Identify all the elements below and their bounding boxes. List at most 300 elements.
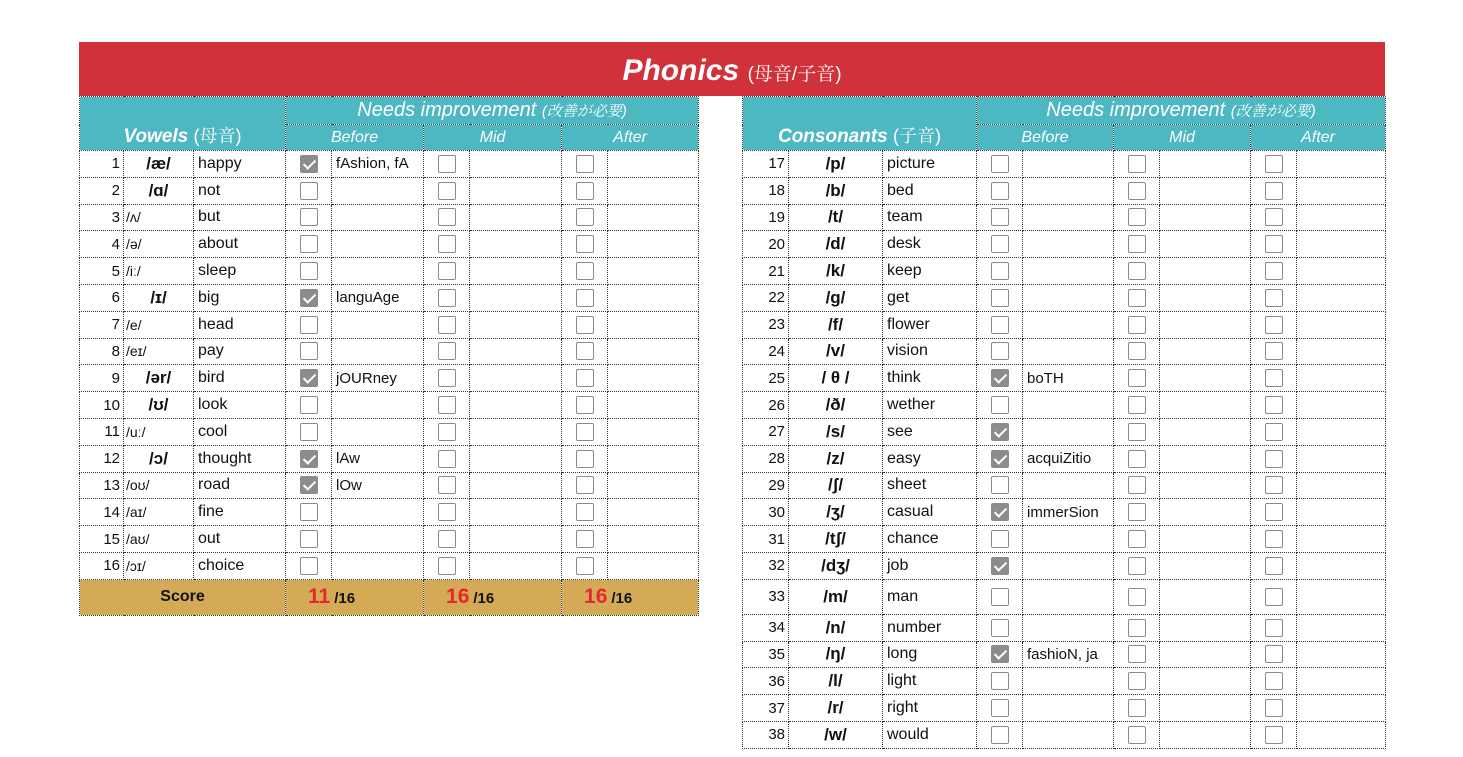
mid-cell xyxy=(1114,392,1160,419)
needs-label-jp: (改善が必要) xyxy=(1230,103,1316,120)
ipa-symbol: /l/ xyxy=(789,668,883,695)
example-word: head xyxy=(194,311,286,338)
after-checkbox[interactable] xyxy=(576,503,594,521)
mid-checkbox[interactable] xyxy=(438,155,456,173)
before-checkbox[interactable] xyxy=(991,476,1009,494)
mid-checkbox[interactable] xyxy=(438,476,456,494)
before-cell xyxy=(977,392,1023,419)
mid-cell xyxy=(424,499,470,526)
example-word: keep xyxy=(883,258,977,285)
mid-checkbox[interactable] xyxy=(1128,672,1146,690)
after-checkbox[interactable] xyxy=(1265,235,1283,253)
mid-checkbox[interactable] xyxy=(1128,476,1146,494)
table-row xyxy=(743,338,1386,365)
before-checkbox[interactable] xyxy=(991,503,1009,521)
after-checkbox[interactable] xyxy=(576,369,594,387)
ipa-symbol: /n/ xyxy=(789,614,883,641)
after-checkbox[interactable] xyxy=(576,423,594,441)
after-note xyxy=(608,418,699,445)
after-checkbox[interactable] xyxy=(1265,503,1283,521)
before-checkbox[interactable] xyxy=(300,369,318,387)
table-row xyxy=(80,526,699,553)
row-number: 12 xyxy=(80,445,124,472)
mid-checkbox[interactable] xyxy=(438,316,456,334)
after-checkbox[interactable] xyxy=(1265,450,1283,468)
before-note xyxy=(1023,721,1114,748)
mid-checkbox[interactable] xyxy=(1128,530,1146,548)
before-note: immerSion xyxy=(1023,499,1114,526)
row-number: 33 xyxy=(743,579,789,614)
before-checkbox[interactable] xyxy=(300,450,318,468)
after-checkbox[interactable] xyxy=(1265,396,1283,414)
mid-cell xyxy=(1114,311,1160,338)
mid-cell xyxy=(1114,499,1160,526)
mid-checkbox[interactable] xyxy=(438,208,456,226)
after-note xyxy=(608,472,699,499)
before-checkbox[interactable] xyxy=(991,699,1009,717)
mid-checkbox[interactable] xyxy=(1128,289,1146,307)
after-checkbox[interactable] xyxy=(576,476,594,494)
after-checkbox[interactable] xyxy=(1265,369,1283,387)
mid-note xyxy=(470,204,562,231)
example-word: desk xyxy=(883,231,977,258)
before-checkbox[interactable] xyxy=(991,672,1009,690)
example-word: sleep xyxy=(194,258,286,285)
row-number: 35 xyxy=(743,641,789,668)
after-note xyxy=(1297,614,1386,641)
table-row xyxy=(743,552,1386,579)
ipa-symbol: /s/ xyxy=(789,418,883,445)
after-note xyxy=(1297,338,1386,365)
mid-note xyxy=(470,365,562,392)
after-checkbox[interactable] xyxy=(1265,619,1283,637)
mid-note xyxy=(1160,472,1251,499)
before-note xyxy=(1023,311,1114,338)
mid-checkbox[interactable] xyxy=(1128,262,1146,280)
row-number: 15 xyxy=(80,526,124,553)
before-note xyxy=(332,231,424,258)
after-note xyxy=(1297,365,1386,392)
before-checkbox[interactable] xyxy=(991,369,1009,387)
example-word: fine xyxy=(194,499,286,526)
mid-note xyxy=(1160,668,1251,695)
after-cell xyxy=(562,311,608,338)
before-cell xyxy=(286,177,332,204)
mid-checkbox[interactable] xyxy=(438,423,456,441)
ipa-symbol: /ər/ xyxy=(124,365,194,392)
mid-checkbox[interactable] xyxy=(438,530,456,548)
after-checkbox[interactable] xyxy=(576,182,594,200)
before-checkbox[interactable] xyxy=(991,316,1009,334)
mid-checkbox[interactable] xyxy=(1128,699,1146,717)
table-row xyxy=(80,204,699,231)
mid-checkbox[interactable] xyxy=(438,503,456,521)
row-number: 20 xyxy=(743,231,789,258)
mid-checkbox[interactable] xyxy=(1128,182,1146,200)
mid-checkbox[interactable] xyxy=(1128,155,1146,173)
mid-cell xyxy=(1114,258,1160,285)
after-checkbox[interactable] xyxy=(1265,208,1283,226)
mid-note xyxy=(470,499,562,526)
row-number: 29 xyxy=(743,472,789,499)
mid-checkbox[interactable] xyxy=(438,342,456,360)
ipa-symbol: /ɔɪ/ xyxy=(124,552,194,579)
example-word: road xyxy=(194,472,286,499)
after-checkbox[interactable] xyxy=(576,316,594,334)
after-checkbox[interactable] xyxy=(576,155,594,173)
mid-cell xyxy=(1114,579,1160,614)
before-cell xyxy=(977,445,1023,472)
before-checkbox[interactable] xyxy=(300,503,318,521)
after-cell xyxy=(1251,177,1297,204)
before-checkbox[interactable] xyxy=(991,619,1009,637)
ipa-symbol: /g/ xyxy=(789,284,883,311)
after-checkbox[interactable] xyxy=(1265,588,1283,606)
mid-checkbox[interactable] xyxy=(1128,645,1146,663)
mid-cell xyxy=(424,472,470,499)
ipa-symbol: /æ/ xyxy=(124,151,194,178)
mid-checkbox[interactable] xyxy=(1128,423,1146,441)
mid-header: Mid xyxy=(424,125,562,151)
table-row xyxy=(743,418,1386,445)
mid-checkbox[interactable] xyxy=(438,450,456,468)
before-note xyxy=(332,392,424,419)
table-row xyxy=(743,284,1386,311)
before-cell xyxy=(286,526,332,553)
consonants-table xyxy=(742,96,1386,749)
before-checkbox[interactable] xyxy=(300,235,318,253)
before-header: Before xyxy=(286,125,424,151)
after-checkbox[interactable] xyxy=(576,289,594,307)
mid-checkbox[interactable] xyxy=(438,369,456,387)
mid-cell xyxy=(1114,284,1160,311)
table-row xyxy=(743,695,1386,722)
after-note xyxy=(608,177,699,204)
before-cell xyxy=(977,695,1023,722)
after-checkbox[interactable] xyxy=(1265,423,1283,441)
after-checkbox[interactable] xyxy=(1265,155,1283,173)
after-note xyxy=(1297,721,1386,748)
vowels-header xyxy=(80,97,286,151)
mid-checkbox[interactable] xyxy=(1128,726,1146,744)
table-row xyxy=(80,311,699,338)
after-note xyxy=(1297,695,1386,722)
before-note xyxy=(332,258,424,285)
mid-checkbox[interactable] xyxy=(1128,450,1146,468)
after-cell xyxy=(562,365,608,392)
mid-checkbox[interactable] xyxy=(1128,235,1146,253)
after-checkbox[interactable] xyxy=(576,396,594,414)
before-checkbox[interactable] xyxy=(991,208,1009,226)
after-cell xyxy=(1251,526,1297,553)
mid-note xyxy=(1160,365,1251,392)
after-checkbox[interactable] xyxy=(1265,672,1283,690)
after-checkbox[interactable] xyxy=(1265,342,1283,360)
table-row xyxy=(743,668,1386,695)
ipa-symbol: /p/ xyxy=(789,151,883,178)
mid-note xyxy=(1160,695,1251,722)
before-checkbox[interactable] xyxy=(991,450,1009,468)
after-checkbox[interactable] xyxy=(1265,182,1283,200)
before-note xyxy=(1023,579,1114,614)
table-row xyxy=(80,151,699,178)
row-number: 8 xyxy=(80,338,124,365)
after-cell xyxy=(562,418,608,445)
before-note xyxy=(1023,204,1114,231)
before-checkbox[interactable] xyxy=(991,726,1009,744)
mid-checkbox[interactable] xyxy=(1128,342,1146,360)
before-cell xyxy=(977,418,1023,445)
ipa-symbol: /dʒ/ xyxy=(789,552,883,579)
mid-checkbox[interactable] xyxy=(1128,557,1146,575)
mid-cell xyxy=(1114,552,1160,579)
row-number: 36 xyxy=(743,668,789,695)
before-checkbox[interactable] xyxy=(991,645,1009,663)
mid-cell xyxy=(1114,668,1160,695)
after-checkbox[interactable] xyxy=(1265,530,1283,548)
before-cell xyxy=(286,338,332,365)
after-note xyxy=(608,445,699,472)
score-row xyxy=(80,579,699,615)
table-row xyxy=(743,204,1386,231)
table-row xyxy=(743,231,1386,258)
before-cell xyxy=(977,499,1023,526)
mid-checkbox[interactable] xyxy=(438,262,456,280)
ipa-symbol: /ð/ xyxy=(789,392,883,419)
before-note xyxy=(332,526,424,553)
mid-checkbox[interactable] xyxy=(438,235,456,253)
before-note xyxy=(1023,338,1114,365)
before-cell xyxy=(286,472,332,499)
example-word: bird xyxy=(194,365,286,392)
after-header: After xyxy=(562,125,699,151)
table-row xyxy=(743,721,1386,748)
table-row xyxy=(743,445,1386,472)
after-cell xyxy=(1251,284,1297,311)
mid-checkbox[interactable] xyxy=(438,557,456,575)
before-note xyxy=(1023,472,1114,499)
after-note xyxy=(1297,472,1386,499)
after-cell xyxy=(1251,231,1297,258)
score-before xyxy=(286,579,424,615)
before-note xyxy=(1023,614,1114,641)
row-number: 18 xyxy=(743,177,789,204)
after-checkbox[interactable] xyxy=(576,530,594,548)
example-word: see xyxy=(883,418,977,445)
mid-note xyxy=(1160,392,1251,419)
after-checkbox[interactable] xyxy=(576,557,594,575)
after-checkbox[interactable] xyxy=(1265,699,1283,717)
before-checkbox[interactable] xyxy=(991,182,1009,200)
after-checkbox[interactable] xyxy=(1265,262,1283,280)
row-number: 38 xyxy=(743,721,789,748)
before-checkbox[interactable] xyxy=(300,557,318,575)
before-cell xyxy=(286,258,332,285)
example-word: thought xyxy=(194,445,286,472)
after-cell xyxy=(1251,445,1297,472)
ipa-symbol: /v/ xyxy=(789,338,883,365)
mid-note xyxy=(1160,204,1251,231)
needs-improvement-header xyxy=(977,97,1386,125)
ipa-symbol: /d/ xyxy=(789,231,883,258)
mid-note xyxy=(470,418,562,445)
after-cell xyxy=(1251,472,1297,499)
after-cell xyxy=(1251,258,1297,285)
row-number: 2 xyxy=(80,177,124,204)
mid-note xyxy=(1160,258,1251,285)
ipa-symbol: /ɪ/ xyxy=(124,284,194,311)
after-note xyxy=(1297,231,1386,258)
mid-checkbox[interactable] xyxy=(438,289,456,307)
vowels-title: Vowels xyxy=(123,126,189,147)
mid-checkbox[interactable] xyxy=(438,182,456,200)
before-note xyxy=(1023,177,1114,204)
before-checkbox[interactable] xyxy=(991,342,1009,360)
before-note: fashioN, ja xyxy=(1023,641,1114,668)
after-cell xyxy=(562,445,608,472)
ipa-symbol: /ʃ/ xyxy=(789,472,883,499)
row-number: 19 xyxy=(743,204,789,231)
after-checkbox[interactable] xyxy=(1265,726,1283,744)
before-cell xyxy=(286,151,332,178)
before-checkbox[interactable] xyxy=(300,342,318,360)
after-checkbox[interactable] xyxy=(576,342,594,360)
before-cell xyxy=(977,365,1023,392)
after-note xyxy=(608,365,699,392)
score-after-value: 16 xyxy=(584,585,608,609)
example-word: flower xyxy=(883,311,977,338)
before-checkbox[interactable] xyxy=(991,423,1009,441)
before-checkbox[interactable] xyxy=(991,588,1009,606)
mid-cell xyxy=(1114,445,1160,472)
row-number: 4 xyxy=(80,231,124,258)
example-word: cool xyxy=(194,418,286,445)
score-after xyxy=(562,579,699,615)
before-cell xyxy=(286,392,332,419)
before-checkbox[interactable] xyxy=(991,262,1009,280)
after-cell xyxy=(1251,151,1297,178)
before-checkbox[interactable] xyxy=(300,530,318,548)
before-checkbox[interactable] xyxy=(991,289,1009,307)
mid-checkbox[interactable] xyxy=(1128,588,1146,606)
before-note xyxy=(1023,668,1114,695)
mid-checkbox[interactable] xyxy=(1128,208,1146,226)
ipa-symbol: /ɑ/ xyxy=(124,177,194,204)
before-checkbox[interactable] xyxy=(300,262,318,280)
after-cell xyxy=(1251,338,1297,365)
mid-cell xyxy=(424,552,470,579)
score-denominator: /16 xyxy=(334,590,356,608)
mid-cell xyxy=(1114,695,1160,722)
mid-checkbox[interactable] xyxy=(1128,369,1146,387)
mid-note xyxy=(1160,641,1251,668)
ipa-symbol: /ŋ/ xyxy=(789,641,883,668)
ipa-symbol: /t/ xyxy=(789,204,883,231)
needs-label: Needs improvement xyxy=(1046,99,1226,121)
before-note xyxy=(332,204,424,231)
after-cell xyxy=(1251,695,1297,722)
before-note xyxy=(1023,258,1114,285)
after-checkbox[interactable] xyxy=(576,450,594,468)
before-checkbox[interactable] xyxy=(300,396,318,414)
table-row xyxy=(80,258,699,285)
mid-note xyxy=(1160,151,1251,178)
before-checkbox[interactable] xyxy=(991,557,1009,575)
after-cell xyxy=(1251,311,1297,338)
example-word: would xyxy=(883,721,977,748)
before-checkbox[interactable] xyxy=(300,423,318,441)
needs-label: Needs improvement xyxy=(357,99,537,121)
before-checkbox[interactable] xyxy=(991,235,1009,253)
mid-cell xyxy=(424,418,470,445)
table-row xyxy=(80,552,699,579)
after-cell xyxy=(1251,418,1297,445)
mid-note xyxy=(1160,177,1251,204)
after-checkbox[interactable] xyxy=(1265,645,1283,663)
before-checkbox[interactable] xyxy=(300,208,318,226)
mid-note xyxy=(1160,721,1251,748)
after-checkbox[interactable] xyxy=(1265,476,1283,494)
after-checkbox[interactable] xyxy=(1265,316,1283,334)
before-checkbox[interactable] xyxy=(991,396,1009,414)
table-row xyxy=(80,338,699,365)
mid-note xyxy=(470,392,562,419)
after-note xyxy=(608,552,699,579)
example-word: pay xyxy=(194,338,286,365)
after-checkbox[interactable] xyxy=(576,208,594,226)
mid-note xyxy=(1160,552,1251,579)
before-note xyxy=(1023,151,1114,178)
before-checkbox[interactable] xyxy=(300,476,318,494)
mid-note xyxy=(1160,418,1251,445)
mid-checkbox[interactable] xyxy=(438,396,456,414)
before-checkbox[interactable] xyxy=(300,289,318,307)
after-checkbox[interactable] xyxy=(576,235,594,253)
before-checkbox[interactable] xyxy=(991,530,1009,548)
mid-checkbox[interactable] xyxy=(1128,503,1146,521)
after-note xyxy=(1297,579,1386,614)
after-note xyxy=(1297,284,1386,311)
before-checkbox[interactable] xyxy=(300,316,318,334)
ipa-symbol: /m/ xyxy=(789,579,883,614)
after-note xyxy=(1297,668,1386,695)
mid-note xyxy=(1160,231,1251,258)
mid-checkbox[interactable] xyxy=(1128,619,1146,637)
after-cell xyxy=(1251,552,1297,579)
mid-cell xyxy=(424,231,470,258)
row-number: 26 xyxy=(743,392,789,419)
example-word: right xyxy=(883,695,977,722)
mid-checkbox[interactable] xyxy=(1128,396,1146,414)
after-note xyxy=(1297,258,1386,285)
ipa-symbol: /w/ xyxy=(789,721,883,748)
after-checkbox[interactable] xyxy=(1265,557,1283,575)
after-checkbox[interactable] xyxy=(1265,289,1283,307)
table-row xyxy=(80,392,699,419)
after-checkbox[interactable] xyxy=(576,262,594,280)
page-subtitle: (母音/子音) xyxy=(747,64,842,85)
mid-cell xyxy=(1114,614,1160,641)
row-number: 1 xyxy=(80,151,124,178)
before-cell xyxy=(977,641,1023,668)
before-checkbox[interactable] xyxy=(300,182,318,200)
mid-cell xyxy=(424,258,470,285)
mid-checkbox[interactable] xyxy=(1128,316,1146,334)
before-checkbox[interactable] xyxy=(991,155,1009,173)
before-checkbox[interactable] xyxy=(300,155,318,173)
mid-note xyxy=(1160,445,1251,472)
row-number: 31 xyxy=(743,526,789,553)
